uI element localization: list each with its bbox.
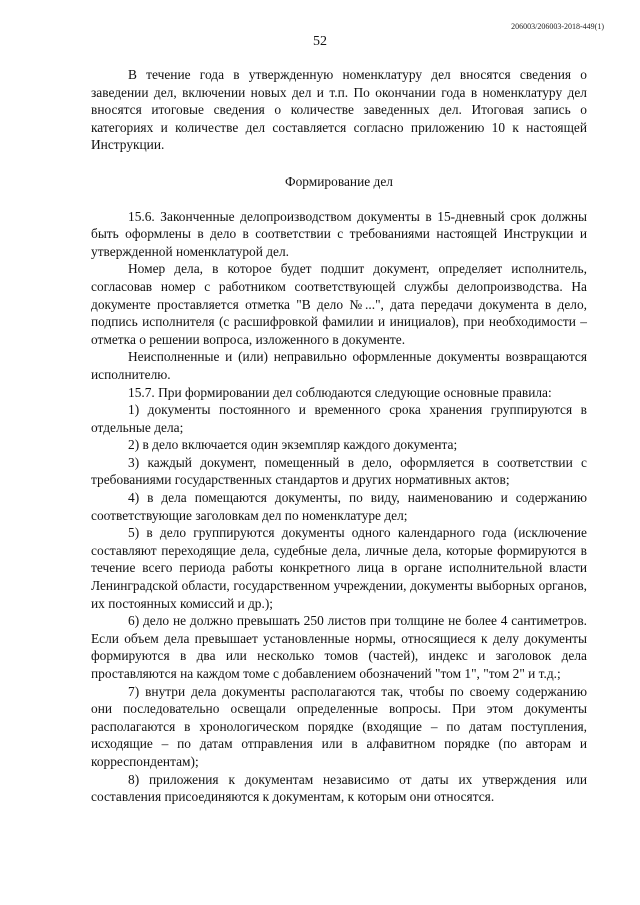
document-id: 206003/206003-2018-449(1)	[511, 22, 604, 31]
paragraph-15-7: 15.7. При формировании дел соблюдаются следующие основные правила:	[128, 384, 552, 400]
rule-5: 5) в дело группируются документы одного календарного года (исключение составляют переходящие дела, судебные дела, личные дела, которые формируются в течение всего периода работы конкретного лица в органе исполнительной власти Ленинградской области, государственном учреждении, документы выборных органов, их постоянных комиссий и др.);	[91, 525, 587, 611]
paragraph-nomenclature: В течение года в утвержденную номенклатуру дел вносятся сведения о заведении дел, включении новых дел и т.п. По окончании года в номенклатуру дел вносятся итоговые сведения о количестве заведенных дел. Итоговая запись о категориях и количестве дел составляется согласно приложению 10 к настоящей Инструкции.	[91, 67, 587, 153]
rule-1: 1) документы постоянного и временного срока хранения группируются в отдельные дела;	[91, 402, 587, 435]
page-number: 52	[313, 34, 327, 49]
paragraph-returned-docs: Неисполненные и (или) неправильно оформленные документы возвращаются исполнителю.	[91, 349, 587, 382]
rule-4: 4) в дела помещаются документы, по виду, наименованию и содержанию соответствующие заголовкам дел по номенклатуре дел;	[91, 490, 587, 523]
paragraph-case-number: Номер дела, в которое будет подшит документ, определяет исполнитель, согласовав номер с работником соответствующей службы делопроизводства. На документе проставляется отметка "В дело №...", дата передачи документа в дело, подпись исполнителя (с расшифровкой фамилии и инициалов), при необходимости – отметка о решении вопроса, изложенного в документе.	[91, 261, 587, 347]
rule-8: 8) приложения к документам независимо от даты их утверждения или составления присоединяются к документам, к которым они относятся.	[91, 771, 587, 805]
rule-2: 2) в дело включается один экземпляр каждого документа;	[128, 437, 458, 453]
section-title: Формирование дел	[285, 173, 393, 189]
rule-7: 7) внутри дела документы располагаются так, чтобы по своему содержанию они последовательно освещали определенные вопросы. При этом документы располагаются в хронологическом порядке (входящие – по датам поступления, исходящие – по датам отправления или в алфавитном порядке (по авторам и корреспондентам);	[91, 683, 587, 769]
document-body	[91, 66, 587, 806]
rule-3: 3) каждый документ, помещенный в дело, оформляется в соответствии с требованиями государственных стандартов и других нормативных актов;	[91, 454, 587, 488]
rule-6: 6) дело не должно превышать 250 листов при толщине не более 4 сантиметров. Если объем дела превышает установленные нормы, относящиеся к делу документы формируются в два или несколько томов (частей), индекс и заголовок дела проставляются на каждом томе с добавлением обозначений "том 1", "том 2" и т.д.;	[91, 613, 587, 681]
paragraph-15-6: 15.6. Законченные делопроизводством документы в 15-дневный срок должны быть оформлены в дело в соответствии с требованиями настоящей Инструкции и утвержденной номенклатурой дел.	[91, 208, 587, 259]
